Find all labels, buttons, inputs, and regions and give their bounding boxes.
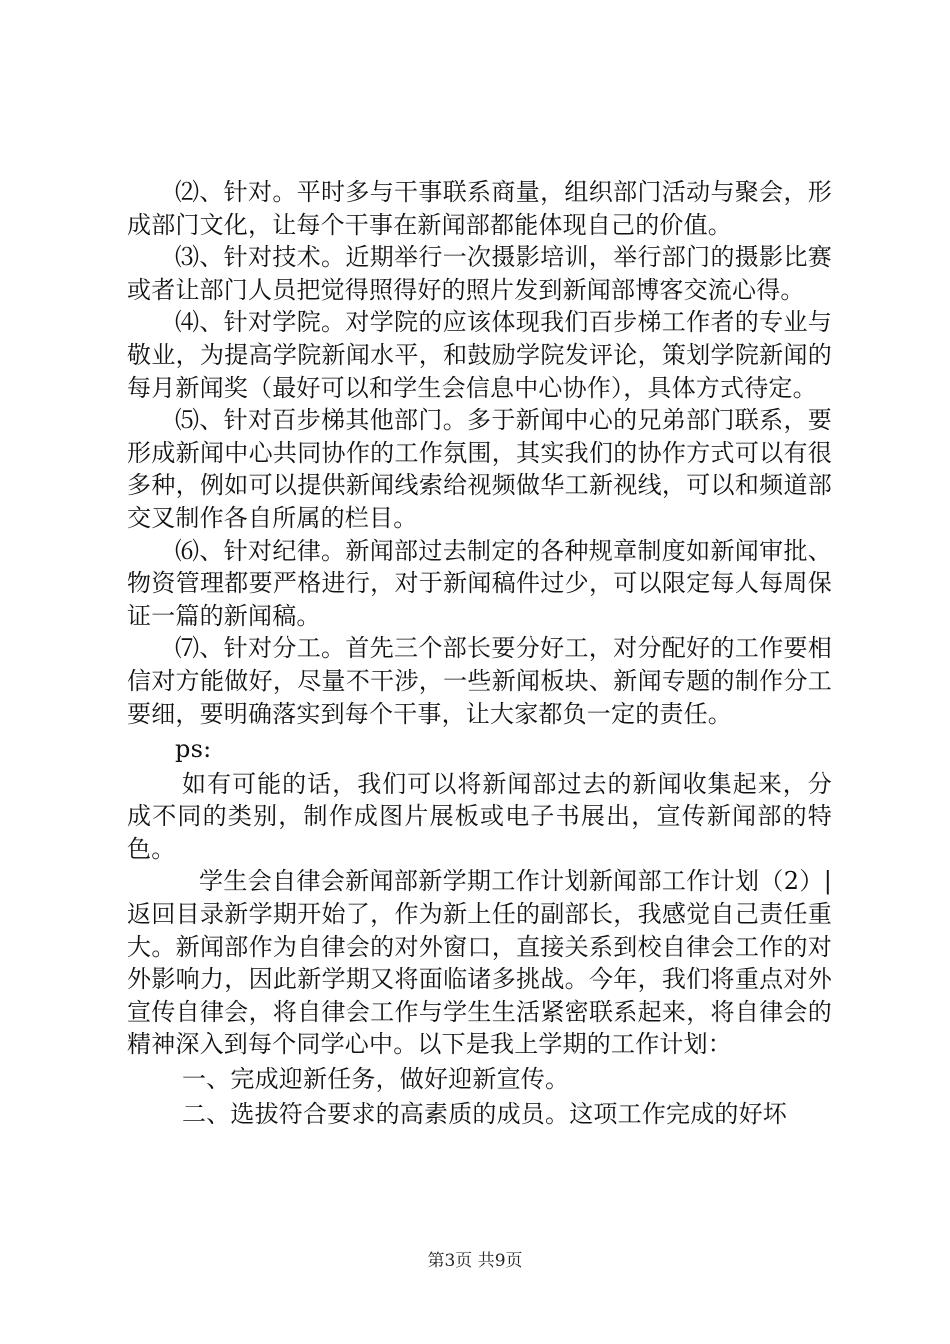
document-body	[127, 176, 832, 1130]
plan-item-2: 二、选拔符合要求的高素质的成员。这项工作完成的好坏	[182, 1099, 787, 1128]
ps-label: ps:	[175, 735, 212, 764]
page-number-footer: 第3页 共9页	[427, 1251, 523, 1271]
paragraph-item-5: ⑸、针对百步梯其他部门。多于新闻中心的兄弟部门联系，要形成新闻中心共同协作的工作氛围，其实我们的协作方式可以有很多种，例如可以提供新闻线索给视频做华工新视线，可以和频道部交叉制作各自所属的栏目。	[127, 406, 832, 532]
paragraph-item-2: ⑵、针对。平时多与干事联系商量，组织部门活动与聚会，形成部门文化，让每个干事在新闻部都能体现自己的价值。	[127, 178, 832, 239]
plan-item-1: 一、完成迎新任务，做好迎新宣传。	[182, 1065, 570, 1094]
paragraph-item-4: ⑷、针对学院。对学院的应该体现我们百步梯工作者的专业与敬业，为提高学院新闻水平，和鼓励学院发评论，策划学院新闻的每月新闻奖（最好可以和学生会信息中心协作），具体方式待定。	[127, 308, 832, 402]
ps-paragraph: 如有可能的话，我们可以将新闻部过去的新闻收集起来，分成不同的类别，制作成图片展板或电子书展出，宣传新闻部的特色。	[127, 769, 832, 863]
section-heading-paragraph: 学生会自律会新闻部新学期工作计划新闻部工作计划（2）|返回目录新学期开始了，作为新上任的副部长，我感觉自己责任重大。新闻部作为自律会的对外窗口，直接关系到校自律会工作的对外影响力，因此新学期又将面临诸多挑战。今年，我们将重点对外宣传自律会，将自律会工作与学生生活紧密联系起来，将自律会的精神深入到每个同学心中。以下是我上学期的工作计划：	[127, 867, 832, 1059]
paragraph-item-3: ⑶、针对技术。近期举行一次摄影培训，举行部门的摄影比赛或者让部门人员把觉得照得好的照片发到新闻部博客交流心得。	[127, 243, 832, 304]
paragraph-item-6: ⑹、针对纪律。新闻部过去制定的各种规章制度如新闻审批、物资管理都要严格进行，对于新闻稿件过少，可以限定每人每周保证一篇的新闻稿。	[127, 536, 832, 630]
paragraph-item-7: ⑺、针对分工。首先三个部长要分好工，对分配好的工作要相信对方能做好，尽量不干涉，一些新闻板块、新闻专题的制作分工要细，要明确落实到每个干事，让大家都负一定的责任。	[127, 634, 832, 728]
